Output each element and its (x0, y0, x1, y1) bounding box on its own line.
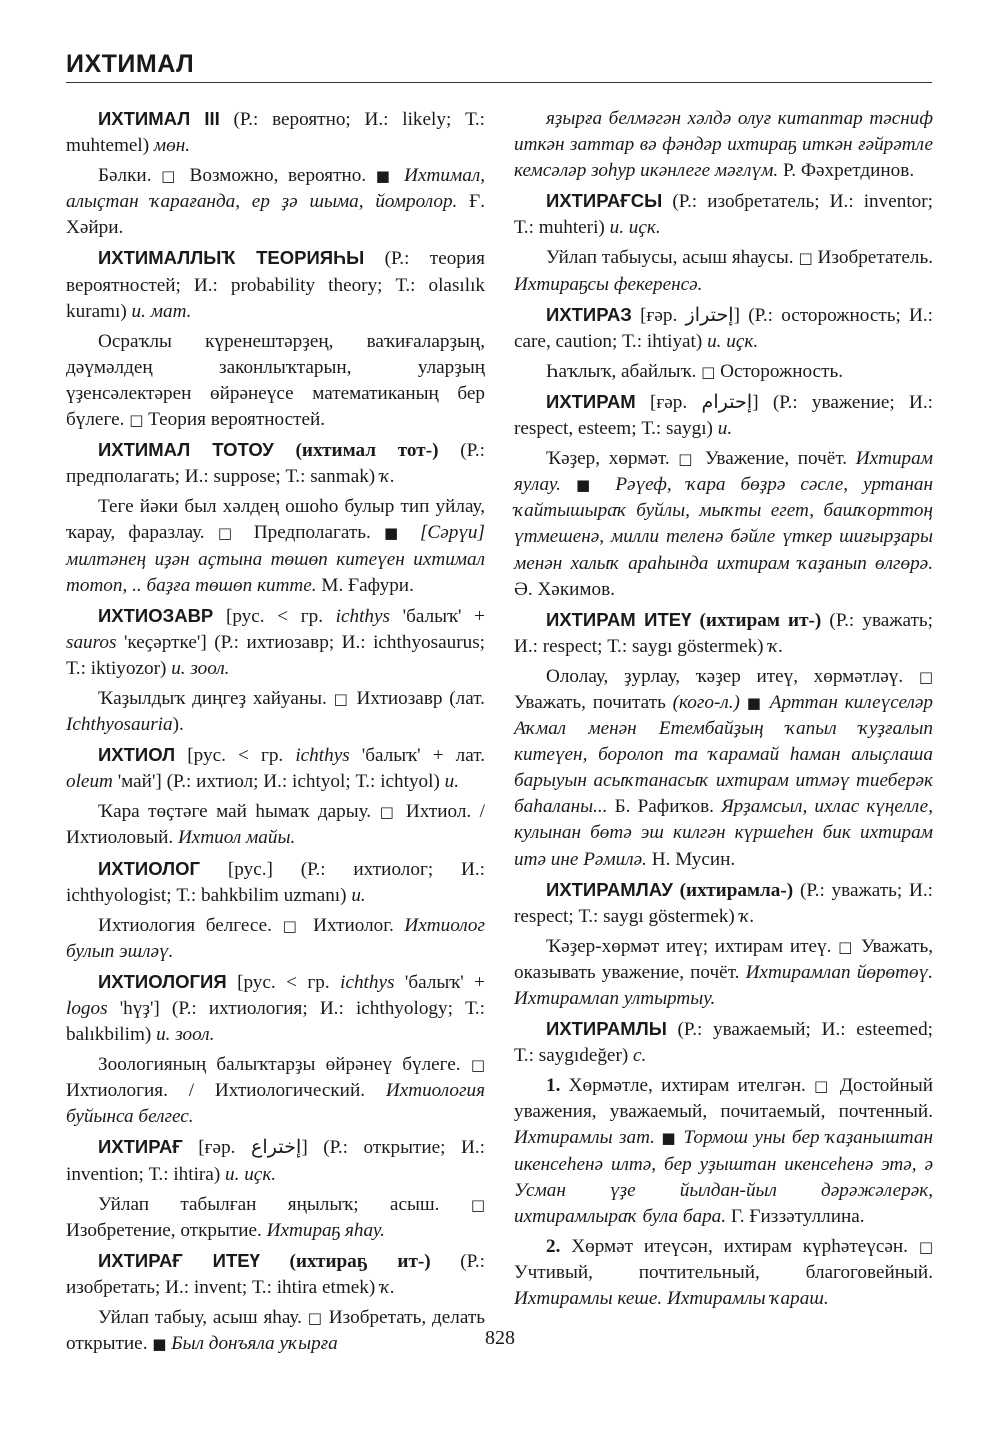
entry-italic-text: Ихтимал, алыҫтан ҡарағанда, ер ҙә шыма, йомролор. (66, 165, 486, 213)
dictionary-paragraph (66, 1134, 485, 1187)
entry-text: Бәлки. (98, 165, 162, 187)
dictionary-paragraph (514, 302, 933, 355)
entry-italic-text: и. (351, 884, 366, 906)
entry-text: Теория вероятностей. (143, 409, 326, 431)
entry-text: Уважение, почёт. (696, 448, 856, 470)
dictionary-paragraph (514, 106, 933, 184)
entry-text: Ҡаҙылдыҡ диңгеҙ хайуаны. (98, 687, 334, 709)
white-square-icon: □ (918, 1237, 933, 1256)
entry-text: Осторожность. (715, 360, 844, 382)
dictionary-paragraph (514, 607, 933, 660)
white-square-icon: □ (798, 249, 813, 268)
entry-headword: ИХТИРАЗ (546, 303, 632, 325)
entry-bold-text: 1. (546, 1075, 561, 1097)
entry-headword: ИХТИРАМЛАУ (546, 878, 673, 900)
entry-text: Учтивый, почтительный, благоговейный. (514, 1261, 933, 1283)
dictionary-paragraph (514, 245, 933, 297)
black-square-icon: ■ (384, 524, 407, 543)
dictionary-paragraph (514, 1016, 933, 1069)
entry-text: [ғәр. إختراع] (Р.: открытие; И.: invention; Т.: ihtira) (66, 1137, 485, 1185)
entry-text: Ихтиология. / Ихтиологический. (66, 1080, 386, 1102)
dictionary-paragraph (514, 1073, 933, 1230)
entry-italic-text: Ихтиология буйынса белгес. (66, 1080, 485, 1128)
entry-text: Р. Фәхретдинов. (778, 160, 915, 182)
dictionary-paragraph (66, 1248, 485, 1301)
entry-text (561, 474, 576, 495)
entry-italic-text: Ярҙамсыл, ихлас күңелле, кулынан бөтә эш килгән күршеһен бик ихтирам итә ине Рәмилә. (514, 796, 933, 870)
entry-text: Уважать, почитать (514, 691, 673, 713)
entry-headword: ИХТИРАМ ИТЕҮ (546, 608, 692, 630)
entry-italic-text: Тормош уны бер ҡаҙаныштан икенсеһенә илтә, бер уҙыштан икенсеһенә этә, ә Усман үҙе йылдан-йыл дәрәжәлерәк, ихтирамлыраҡ була бара. (514, 1127, 933, 1227)
entry-italic-text: Ихтиолог булып эшләү. (66, 914, 485, 962)
entry-italic-text: Ихтирамлап йөрөтөү. Ихтирамлап ултыртыу. (514, 961, 933, 1009)
entry-italic-text: Ихтирамлы зат. (514, 1127, 655, 1149)
dictionary-paragraph (514, 934, 933, 1012)
entry-bold-text: (ихтирамла-) (672, 879, 794, 901)
white-square-icon: □ (918, 667, 933, 686)
entry-text: Уйлап табыусы, асыш яһаусы. (546, 247, 799, 269)
entry-text: Ихтиозавр (лат. (349, 687, 485, 709)
white-square-icon: □ (379, 803, 398, 822)
entry-text: 'кеҫәртке'] (Р.: ихтиозавр; И.: ichthyosaurus; Т.: iktiyozor) (66, 631, 485, 679)
white-square-icon: □ (814, 1077, 832, 1096)
entry-text: (Р.: вероятно; И.: likely; Т.: muhtemel) (66, 109, 485, 157)
entry-italic-text: и. иҫк. (225, 1163, 277, 1185)
entry-text: Н. Мусин. (646, 848, 736, 870)
dictionary-paragraph (66, 969, 485, 1048)
entry-text: Хөрмәтле, ихтирам ителгән. (560, 1075, 815, 1097)
dictionary-paragraph (66, 856, 485, 909)
dictionary-paragraph (514, 188, 933, 241)
entry-text: Уйлап табыу, асыш яһау. (98, 1307, 308, 1329)
white-square-icon: □ (282, 916, 303, 935)
dictionary-paragraph (66, 494, 485, 598)
entry-italic-text: Ихтирам яулау. (514, 448, 933, 496)
entry-italic-text: oleum (66, 771, 113, 793)
entry-text: (Р.: предполагать; И.: suppose; Т.: sanmak) (66, 440, 485, 488)
entry-italic-text: и. зоол. (171, 657, 230, 679)
white-square-icon: □ (129, 411, 144, 430)
entry-italic-text: Ichthyosauria (66, 714, 173, 736)
entry-italic-text: ҡ. (380, 466, 395, 488)
entry-headword: ИХТИРАМ (546, 390, 636, 412)
entry-text: Изобретение, открытие. (66, 1219, 267, 1241)
dictionary-paragraph (66, 686, 485, 738)
white-square-icon: □ (307, 1309, 323, 1328)
dictionary-paragraph (514, 446, 933, 603)
entry-headword: ИХТИРАМЛЫ (546, 1018, 667, 1040)
dictionary-paragraph (66, 1192, 485, 1244)
entry-text: (Р.: уважать; И.: respect; Т.: saygı göstermek) (514, 879, 933, 927)
entry-text: 'балыҡ' + (390, 605, 485, 627)
entry-headword: ИХТИОЛ (98, 744, 176, 766)
entry-text (740, 692, 747, 713)
entry-italic-text: ichthys (335, 605, 391, 627)
entry-text: (Р.: изобретатель; И.: inventor; Т.: muhteri) (514, 191, 933, 239)
entry-text: Ихтиол. / Ихтиоловый. (66, 801, 485, 849)
entry-italic-text: ҡ. (768, 635, 784, 657)
white-square-icon: □ (161, 167, 180, 186)
dictionary-paragraph (514, 664, 933, 873)
entry-text: Ҡәҙер, хөрмәт. (546, 448, 679, 470)
entry-headword: ИХТИМАЛЛЫҠ ТЕОРИЯҺЫ (98, 247, 365, 269)
entry-bold-text: 2. (546, 1235, 561, 1257)
white-square-icon: □ (217, 524, 241, 543)
white-square-icon: □ (701, 362, 716, 381)
entry-italic-text: Ихтирамлы кеше. Ихтирамлы ҡараш. (514, 1288, 829, 1310)
entry-text: Һаҡлыҡ, абайлыҡ. (546, 360, 702, 382)
dictionary-paragraph (514, 877, 933, 930)
entry-text: ). (172, 714, 184, 736)
entry-italic-text: и. иҫк. (609, 217, 661, 239)
entry-headword: ИХТИОЛОГИЯ (98, 970, 227, 992)
entry-italic-text: Рәүеф, ҡара бөҙрә сәсле, уртанан ҡайтышыраҡ буйлы, мыҡты егет, башҡорттоң үтмешенә, милли теленә бәйле үткер шиғырҙары менән халыҡ араһында ихтирам ҡаҙанып өлгөрә. (514, 474, 933, 574)
entry-text: Изобретатель. (812, 247, 933, 269)
white-square-icon: □ (470, 1056, 485, 1075)
entry-text: (Р.: уважаемый; И.: esteemed; Т.: saygıdeğer) (514, 1019, 933, 1067)
entry-italic-text: sauros (66, 631, 117, 653)
entry-text: Изобретать, делать открытие. (66, 1307, 485, 1355)
entry-bold-text: (ихтираҕ ит-) (259, 1250, 431, 1272)
dictionary-paragraph (66, 603, 485, 682)
entry-text: [ғәр. إحترام] (Р.: уважение; И.: respect, esteem; Т.: saygı) (514, 391, 934, 440)
entry-text: (Р.: теория вероятностей; И.: probability theory; Т.: olasılık kuramı) (66, 248, 485, 322)
entry-italic-text: [Сәрүи] милтәнең иҙән аҫтына төшөп китеүен ихтимал тотоп, .. баҙға төшөп китте. (66, 522, 485, 596)
dictionary-paragraph (66, 742, 485, 795)
black-square-icon: ■ (746, 693, 763, 712)
entry-italic-text: ichthys (340, 971, 395, 993)
entry-text: 'май'] (Р.: ихтиол; И.: ichtyol; Т.: ichtyol) (112, 771, 445, 793)
entry-italic-text: и. зоол. (156, 1024, 215, 1046)
dictionary-paragraph (66, 913, 485, 965)
entry-italic-text: Ихтираҕсы фекеренсә. (514, 273, 703, 295)
dictionary-paragraph (514, 389, 933, 442)
entry-text: (Р.: изобретать; И.: invent; Т.: ihtira etmek) (66, 1250, 485, 1298)
entry-italic-text: ҡ. (380, 1276, 395, 1298)
entry-italic-text: мөн. (153, 135, 191, 157)
dictionary-paragraph (66, 329, 485, 433)
entry-headword: ИХТИРАҒСЫ (546, 190, 663, 212)
entry-text: [рус.] (Р.: ихтиолог; И.: ichthyologist; Т.: bahkbilim uzmanı) (66, 858, 485, 906)
entry-text: Ихтиология белгесе. (98, 914, 283, 936)
entry-text: Уйлап табылған яңылыҡ; асыш. (98, 1193, 471, 1215)
entry-headword: ИХТИРАҒ (98, 1136, 183, 1158)
entry-text: Хөрмәт итеүсән, ихтирам күрһәтеүсән. (560, 1235, 919, 1257)
entry-text: Ололау, ҙурлау, ҡәҙер итеү, хөрмәтләү. (546, 665, 919, 687)
black-square-icon: ■ (375, 167, 395, 186)
entry-italic-text: ichthys (295, 745, 350, 767)
entry-text: Уважать, оказывать уважение, почёт. (514, 935, 933, 983)
white-square-icon: □ (470, 1195, 485, 1214)
white-square-icon: □ (678, 450, 697, 469)
entry-text: Г. Ғиззәтуллина. (726, 1205, 865, 1227)
entry-headword: ИХТИМАЛ ТОТОУ (98, 439, 274, 461)
entry-text: [рус. < гр. (226, 971, 341, 993)
entry-text: Возможно, вероятно. (180, 165, 376, 187)
entry-italic-text: и. мат. (131, 300, 192, 322)
entry-text: (Р.: уважать; И.: respect; Т.: saygı göstermek) (514, 609, 934, 657)
entry-text: [ғәр. إحتراز] (Р.: осторожность; И.: care, caution; Т.: ihtiyat) (514, 304, 933, 352)
dictionary-paragraph (66, 1052, 485, 1130)
entry-italic-text: Арттан килеүселәр Аҡмал менән Етембайҙың ҡапыл ҡуҙғалып китеүен, боролоп та ҡарамай һаман алыҫлаша барыуын асыҡтанасыҡ ихтирам итмәү тиеберәк баһаланы... (514, 691, 933, 818)
entry-headword: ИХТИРАҒ ИТЕҮ (98, 1249, 260, 1271)
entry-italic-text: с. (633, 1045, 647, 1067)
entry-italic-text: Ихтиол майы. (177, 827, 296, 849)
header-rule (66, 82, 932, 83)
entry-bold-text: (ихтирам ит-) (691, 609, 822, 631)
entry-text: [рус. < гр. (213, 605, 336, 627)
entry-text: Ә. Хәкимов. (514, 578, 616, 600)
running-head: ИХТИМАЛ (66, 50, 195, 78)
entry-text: Зоологияның балыҡтарҙы өйрәнеү бүлеге. (98, 1054, 471, 1076)
entry-text: 'балыҡ' + лат. (349, 745, 486, 767)
entry-headword: ИХТИМАЛ III (98, 108, 220, 129)
entry-italic-text: Ихтираҕ яһау. (266, 1219, 385, 1241)
entry-text: Теге йәки был хәлдең ошоһо булыр тип уйлау, ҡарау, фаразлау. (66, 496, 485, 544)
right-column (514, 106, 933, 1316)
black-square-icon: ■ (575, 476, 601, 495)
dictionary-paragraph (66, 106, 485, 159)
entry-italic-text: и. иҫк. (707, 330, 759, 352)
dictionary-paragraph (66, 245, 485, 324)
dictionary-paragraph (66, 437, 485, 490)
entry-text: Ғ. Хәйри. (66, 191, 486, 239)
entry-text: Достойный уважения, уважаемый, почитаемый, почтенный. (514, 1075, 933, 1123)
white-square-icon: □ (838, 937, 855, 956)
entry-text: [рус. < гр. (175, 745, 296, 767)
dictionary-paragraph (514, 1234, 933, 1312)
dictionary-paragraph (66, 163, 485, 241)
entry-italic-text: и. (444, 771, 460, 793)
entry-italic-text: ҡ. (739, 905, 755, 927)
entry-text: Ҡәҙер-хөрмәт итеү; ихтирам итеү. (546, 935, 839, 957)
dictionary-paragraph (66, 799, 485, 851)
entry-text: Б. Рафиҡов. (607, 796, 722, 818)
left-column (66, 106, 485, 1361)
entry-italic-text: Был донъяла уҡырға (166, 1333, 338, 1355)
entry-text: М. Ғафури. (316, 574, 414, 596)
entry-text: Ихтиолог. (302, 914, 405, 936)
entry-text: 'балыҡ' + (394, 971, 485, 993)
entry-text: Ҡара төҫтәге май һымаҡ дарыу. (98, 801, 380, 823)
dictionary-paragraph (514, 359, 933, 385)
entry-text: Предполагать. (240, 522, 385, 544)
black-square-icon: ■ (661, 1129, 678, 1148)
entry-italic-text: яҙырға белмәгән хәлдә олуғ китаптар тәсниф иткән заттар вә фәндәр ихтираҕ иткән ғәйрәтле кемсәләр зоһур икәнлеге мәғлүм. (514, 108, 933, 182)
entry-headword: ИХТИОЛОГ (98, 857, 201, 879)
entry-headword: ИХТИОЗАВР (98, 604, 214, 626)
entry-text: 'һүҙ'] (Р.: ихтиология; И.: ichthyology; Т.: balıkbilim) (66, 998, 485, 1046)
entry-text: Осраҡлы күренештәрҙең, ваҡиғаларҙың, дәүмәлдең законлыҡтарын, уларҙың үҙенсәлектәрен өйрәнеүсе математиканың бер бүлеге. (66, 330, 485, 431)
black-square-icon: ■ (152, 1335, 167, 1354)
entry-italic-text: logos (66, 998, 108, 1019)
entry-bold-text: (ихтимал тот-) (273, 440, 439, 462)
entry-italic-text: (кого-л.) (672, 691, 740, 713)
white-square-icon: □ (333, 689, 350, 708)
page-number: 828 (485, 1327, 515, 1349)
entry-italic-text: и. (717, 418, 733, 440)
